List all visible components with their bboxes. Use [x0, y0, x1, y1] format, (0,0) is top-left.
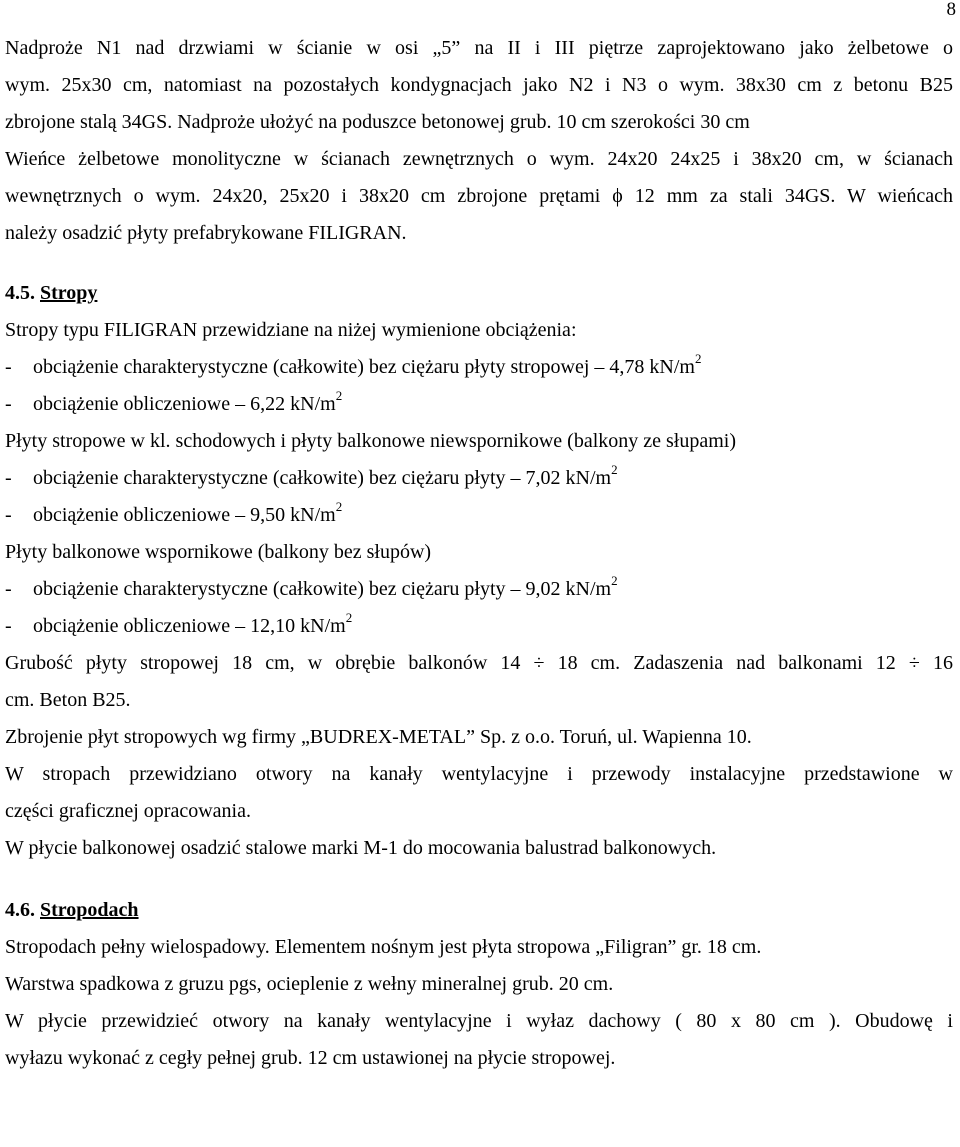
- list-item: - obciążenie obliczeniowe – 6,22 $kN/m^2$: [5, 388, 343, 415]
- loads-intro: Stropy typu FILIGRAN przewidziane na niżej wymienione obciążenia:: [5, 319, 577, 341]
- page-number: 8: [946, 0, 956, 20]
- lintel-paragraph: [5, 30, 953, 141]
- openings-paragraph: [5, 756, 953, 830]
- text-line: Stropodach pełny wielospadowy. Elementem nośnym jest płyta stropowa „Filigran” gr. 18 cm.: [5, 936, 762, 958]
- text-line: W stropach przewidziano otwory na kanały wentylacyjne i przewody instalacyjne przedstawione w: [5, 763, 953, 785]
- document-body: [5, 30, 953, 1077]
- section-title: Stropy: [40, 282, 98, 304]
- text-line: wyłazu wykonać z cegły pełnej grub. 12 cm ustawionej na płycie stropowej.: [5, 1047, 616, 1069]
- load-list-floor: [5, 349, 953, 423]
- text-line: W płycie przewidzieć otwory na kanały wentylacyjne i wyłaz dachowy ( 80 x 80 cm ). Obudowę i: [5, 1010, 953, 1032]
- text-line: Grubość płyty stropowej 18 cm, w obrębie balkonów 14 ÷ 18 cm. Zadaszenia nad balkonami 12 ÷ 16: [5, 652, 953, 674]
- list-item: - obciążenie obliczeniowe – 12,10 $kN/m^2$: [5, 610, 353, 637]
- section-number: 4.6.: [5, 899, 35, 921]
- load-list-stair-balcony: [5, 460, 953, 534]
- text-line: Nadproże N1 nad drzwiami w ścianie w osi „5” na II i III piętrze zaprojektowano jako żelbetowe o: [5, 37, 953, 59]
- list-item: - obciążenie charakterystyczne (całkowite) bez ciężaru płyty stropowej – 4,78 $kN/m^2$: [5, 351, 702, 378]
- reinforcement-paragraph: Zbrojenie płyt stropowych wg firmy „BUDREX-METAL” Sp. z o.o. Toruń, ul. Wapienna 10.: [5, 726, 752, 748]
- text-line: części graficznej opracowania.: [5, 800, 251, 822]
- section-title: Stropodach: [40, 899, 139, 921]
- text-line: Warstwa spadkowa z gruzu pgs, ocieplenie z wełny mineralnej grub. 20 cm.: [5, 973, 614, 995]
- balcony-paragraph: W płycie balkonowej osadzić stalowe marki M-1 do mocowania balustrad balkonowych.: [5, 837, 717, 859]
- text-line: cm. Beton B25.: [5, 689, 131, 711]
- text-line: Wieńce żelbetowe monolityczne w ścianach zewnętrznych o wym. 24x20 24x25 i 38x20 cm, w ścianach: [5, 148, 953, 170]
- group-label: Płyty stropowe w kl. schodowych i płyty balkonowe niewspornikowe (balkony ze słupami): [5, 430, 736, 452]
- thickness-paragraph: [5, 645, 953, 719]
- list-item: - obciążenie charakterystyczne (całkowite) bez ciężaru płyty – 7,02 $kN/m^2$: [5, 462, 618, 489]
- text-line: zbrojone stalą 34GS. Nadproże ułożyć na poduszce betonowej grub. 10 cm szerokości 30 cm: [5, 111, 750, 133]
- group-label: Płyty balkonowe wspornikowe (balkony bez słupów): [5, 541, 432, 563]
- load-list-cantilever: [5, 571, 953, 645]
- section-heading-4-5: [5, 275, 953, 312]
- list-item: - obciążenie obliczeniowe – 9,50 $kN/m^2$: [5, 499, 343, 526]
- text-line: należy osadzić płyty prefabrykowane FILIGRAN.: [5, 222, 407, 244]
- ring-beam-paragraph: [5, 141, 953, 252]
- section-number: 4.5.: [5, 282, 35, 304]
- section-heading-4-6: [5, 892, 953, 929]
- list-item: - obciążenie charakterystyczne (całkowite) bez ciężaru płyty – 9,02 $kN/m^2$: [5, 573, 618, 600]
- text-line: wym. 25x30 cm, natomiast na pozostałych kondygnacjach jako N2 i N3 o wym. 38x30 cm z betonu B25: [5, 74, 953, 96]
- roof-openings-paragraph: [5, 1003, 953, 1077]
- text-line: wewnętrznych o wym. 24x20, 25x20 i 38x20 cm zbrojone prętami ϕ 12 mm za stali 34GS. W wieńcach: [5, 185, 953, 207]
